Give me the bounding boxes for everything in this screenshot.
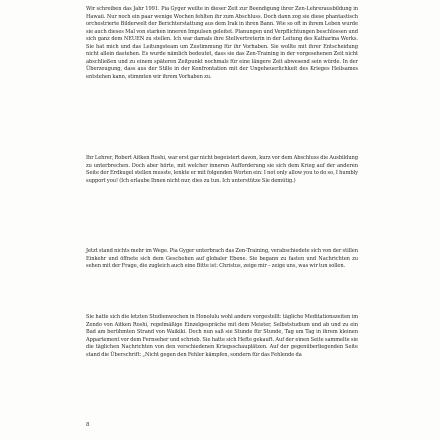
paragraph-4-text: Sie hatte sich die letzten Studienwochen in Honolulu wohl anders vorgestellt: tägliche Meditationszeiten im Zendo von Aitken Roshi, regelmäßige Einzelgespräche mit dem Meister, Selbststudium und ab und zu ein Bad am berühmten Strand von Waikiki. Doch nun saß sie Stunde für Stunde, Tag um Tag in ihrem kleinen Appartement vor dem Fernseher und schrieb. Sie hatte sich Hefte gekauft. Auf der einen Seite sammelte sie die täglichen Nachrichten von den verschiedenen Kriegsschauplätzen. Auf der gegenüberliegenden Seite stand die Überschrift: „Nicht gegen den Fehler kämpfen, sondern für das Fehlende da bbox=[86, 314, 358, 358]
paragraph-2-text: Ihr Lehrer, Robert Aitken Roshi, war erst gar nicht begeistert davon, kurz vor dem Abschluss die Ausbildung zu unterbrechen. Doch aber hörte, mit welcher inneren Aufforderung sie sich dem Krieg auf der anderen Seite der Erdkugel stellen musste, lenkte er mit folgenden Worten ein: I not only allow you to do so, I humbly support you! (Ich erlaube Ihnen nicht nur, dies zu tun. Ich unterstütze Sie demütig.) bbox=[86, 155, 358, 184]
paragraph-1 bbox=[86, 6, 358, 81]
paragraph-4 bbox=[86, 314, 358, 359]
page-number: 8 bbox=[86, 422, 90, 428]
paragraph-1-text: Wir schreiben das Jahr 1991. Pia Gyger weilte in dieser Zeit zur Beendigung ihrer Zen-Lehrerausbildung in Hawaii. Nur noch ein paar wenige Wochen fehlten ihr zum Abschluss. Doch dann zog sie diese phantastisch orchestrierte Bilderwelt der Berichterstattung aus dem Irak in ihren Bann. Wie so oft in ihrem Leben wurde sie auch dieses Mal von starken inneren Impulsen geleitet. Planungen und Verpflichtungen beschlossen und sich ganz dem NEUEN zu stellen. Ich war damals ihre Stellvertreterin in der Leitung des Katharina Werks. Sie hat mich und das Leitungsteam um Zustimmung für ihr Vorhaben. Sie wollte mit ihrer Entscheidung nicht allein dastehen. Es wurde nämlich bedeutet, dass sie das Zen-Training in der vorgesehenen Zeit nicht abschließen und zu einem späteren Zeitpunkt nochmals für eine längere Zeit abwesend sein würde. In der Überzeugung, dass aus der Stille in der Konfrontation mit der Ungeheuerlichkeit des Krieges Heilsames entstehen kann, stimmten wir ihrem Vorhaben zu. bbox=[86, 6, 358, 80]
paragraph-2 bbox=[86, 155, 358, 185]
paragraph-3-text: Jetzt stand nichts mehr im Wege. Pia Gyger unterbrach das Zen-Training, verabschiedete sich von der stillen Einkehr und öffnete sich dem Geschehen auf globaler Ebene. Sie begann zu fasten und Nachrichten zu sehen mit der Frage, die zugleich auch eine Bitte ist: Christus, zeige mir – zeige uns, was wir tun sollen. bbox=[86, 248, 358, 270]
paragraph-3 bbox=[86, 248, 358, 271]
